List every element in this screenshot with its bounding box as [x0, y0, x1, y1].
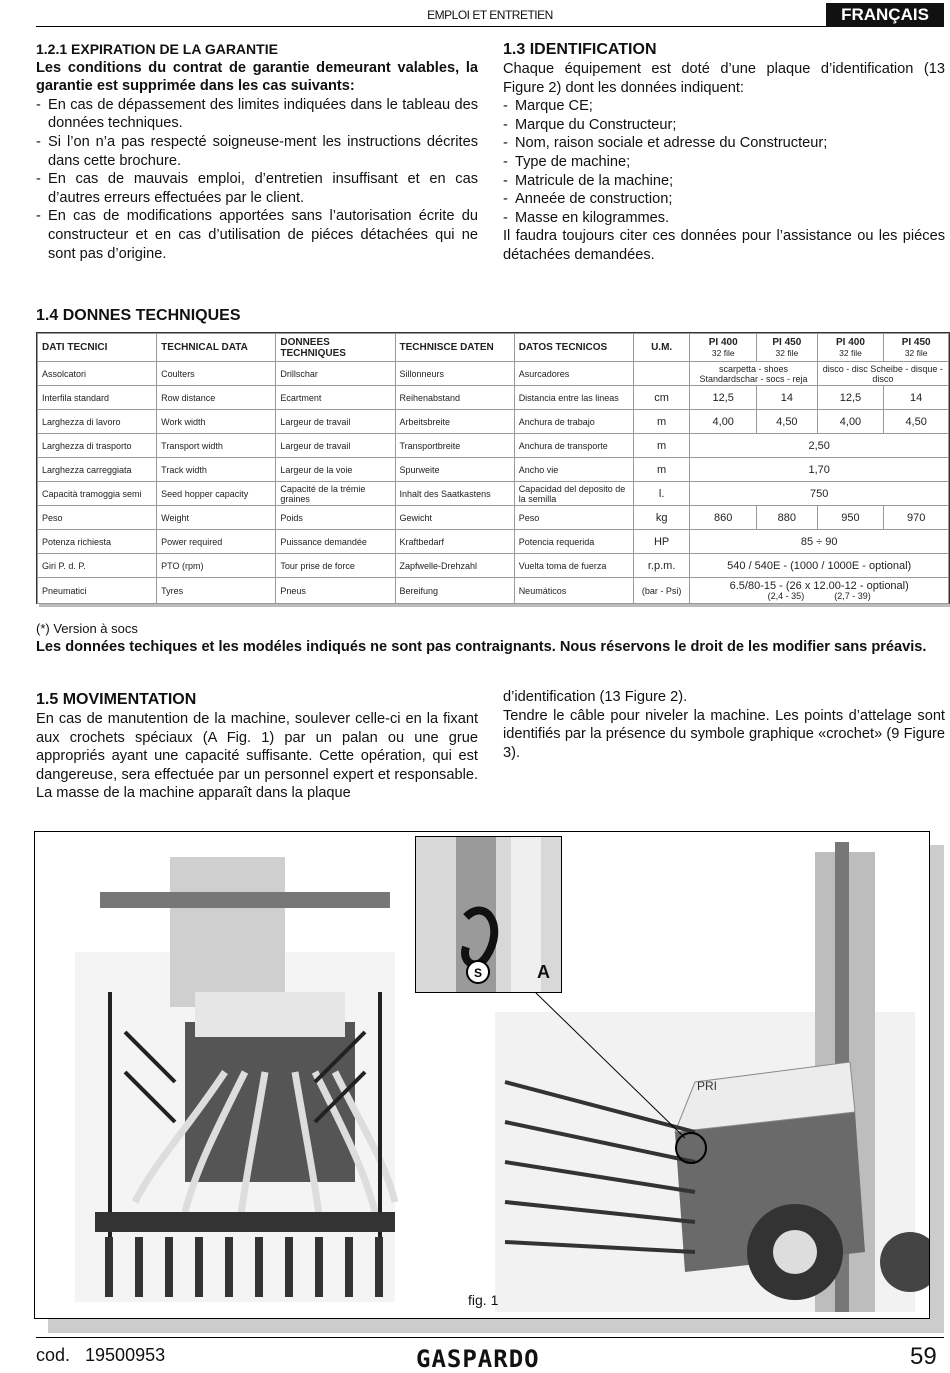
table-cell: Giri P. d. P. — [38, 554, 157, 578]
table-cell: Tyres — [157, 578, 276, 604]
table-cell: Transport width — [157, 434, 276, 458]
table-cell: HP — [633, 530, 690, 554]
list-item: - Anneée de construction; — [503, 190, 945, 209]
table-cell: 880 — [757, 506, 818, 530]
table-row — [38, 410, 949, 434]
table-cell: 14 — [884, 386, 949, 410]
header-fr: DONNEES TECHNIQUES — [276, 334, 395, 362]
table-row — [38, 482, 949, 506]
table-cell: Zapfwelle-Drehzahl — [395, 554, 514, 578]
table-cell: (bar - Psi) — [633, 578, 690, 604]
table-row — [38, 386, 949, 410]
table-cell: 1,70 — [690, 458, 949, 482]
table-cell: Asurcadores — [514, 362, 633, 386]
table-cell: PTO (rpm) — [157, 554, 276, 578]
table-cell: Transportbreite — [395, 434, 514, 458]
table-cell: Largeur de travail — [276, 410, 395, 434]
table-cell: 6.5/80-15 - (26 x 12.00-12 - optional) (2,4 - 35) (2,7 - 39) — [690, 578, 949, 604]
table-cell: Larghezza di trasporto — [38, 434, 157, 458]
table-cell: Peso — [38, 506, 157, 530]
brand-logo: GASPARDO — [416, 1345, 540, 1373]
table-cell: 950 — [817, 506, 884, 530]
garantie-list — [36, 96, 478, 263]
table-cell: Vuelta toma de fuerza — [514, 554, 633, 578]
header-es: DATOS TECNICOS — [514, 334, 633, 362]
hook-symbol-label: S — [474, 966, 483, 980]
table-cell: Interfila standard — [38, 386, 157, 410]
table-cell: l. — [633, 482, 690, 506]
table-cell: Largeur de la voie — [276, 458, 395, 482]
header-rule — [36, 26, 826, 27]
header-model: PI 400 32 file — [817, 334, 884, 362]
table-cell: Neumáticos — [514, 578, 633, 604]
heading-identification: 1.3 IDENTIFICATION — [503, 41, 657, 58]
identification-outro: Il faudra toujours citer ces données pour l’assistance ou les piéces détachées demandées. — [503, 228, 945, 263]
header-um: U.M. — [633, 334, 690, 362]
garantie-intro: Les conditions du contrat de garantie demeurant valables, la garantie est supprimée dans les cas suivants: — [36, 59, 478, 95]
table-row — [38, 362, 949, 386]
list-item: - En cas de modifications apportées sans l’autorisation écrite du constructeur et en cas d’utilisation de piéces détachées qui ne sont pas d’origine. — [36, 207, 478, 263]
table-cell: cm — [633, 386, 690, 410]
disclaimer: Les données techiques et les modéles indiqués ne sont pas contraignants. Nous réservons le droit de les modifier sans préavis. — [36, 639, 927, 655]
table-cell: m — [633, 410, 690, 434]
table-cell: Larghezza di lavoro — [38, 410, 157, 434]
movimentation-p1: En cas de manutention de la machine, soulever celle-ci en la fixant aux crochets spéciaux (A Fig. 1) par un palan ou une grue appropriés ayant une capacité suffisante. Cette opération, qui est dangereuse, sera effectuée par un personnel expert et responsable. La masse de la machine apparaît dans la plaque — [36, 711, 478, 802]
table-cell: Tour prise de force — [276, 554, 395, 578]
table-cell: Largeur de travail — [276, 434, 395, 458]
table-cell: 12,5 — [817, 386, 884, 410]
movimentation-p2: d’identification (13 Figure 2). — [503, 689, 688, 705]
list-item: - En cas de mauvais emploi, d’entretien insuffisant et en cas d’autres erreurs effectuées par le client. — [36, 170, 478, 207]
table-cell: Capacidad del deposito de la semilla — [514, 482, 633, 506]
table-cell: kg — [633, 506, 690, 530]
list-item: - Nom, raison sociale et adresse du Constructeur; — [503, 134, 945, 153]
list-item: - Masse en kilogrammes. — [503, 209, 945, 228]
table-row — [38, 554, 949, 578]
table-cell: Reihenabstand — [395, 386, 514, 410]
list-item: - Marque du Constructeur; — [503, 116, 945, 135]
table-cell: Potencia requerida — [514, 530, 633, 554]
table-cell: Coulters — [157, 362, 276, 386]
table-cell: Bereifung — [395, 578, 514, 604]
table-cell: 970 — [884, 506, 949, 530]
table-cell: Kraftbedarf — [395, 530, 514, 554]
header-it: DATI TECNICI — [38, 334, 157, 362]
callout-letter: A — [537, 962, 550, 982]
table-cell: Spurweite — [395, 458, 514, 482]
table-cell: 860 — [690, 506, 757, 530]
table-row — [38, 458, 949, 482]
table-cell — [633, 362, 690, 386]
table-row — [38, 506, 949, 530]
table-cell: r.p.m. — [633, 554, 690, 578]
table-header-row — [38, 334, 949, 362]
table-cell: 750 — [690, 482, 949, 506]
table-row — [38, 530, 949, 554]
table-cell: 4,00 — [817, 410, 884, 434]
footer-rule — [36, 1337, 944, 1338]
table-cell: 4,00 — [690, 410, 757, 434]
section-identification — [503, 40, 945, 265]
identification-list — [503, 97, 945, 227]
list-item: - Type de machine; — [503, 153, 945, 172]
movimentation-p3: Tendre le câble pour niveler la machine. Les points d’attelage sont identifiés par la présence du symbole graphique «crochet» (9 Figure 3). — [503, 707, 945, 761]
table-cell: Anchura de transporte — [514, 434, 633, 458]
table-cell: Arbeitsbreite — [395, 410, 514, 434]
table-cell: Anchura de trabajo — [514, 410, 633, 434]
document-code: cod. 19500953 — [36, 1345, 166, 1365]
figure-1 — [34, 831, 930, 1319]
table-cell: Poids — [276, 506, 395, 530]
table-cell: Power required — [157, 530, 276, 554]
section-movimentation-cont — [503, 688, 945, 762]
table-row — [38, 578, 949, 604]
table-cell: 2,50 — [690, 434, 949, 458]
language-badge: FRANÇAIS — [826, 3, 944, 27]
table-cell: Assolcatori — [38, 362, 157, 386]
page-number: 59 — [910, 1343, 937, 1370]
footnote: (*) Version à socs — [36, 621, 138, 636]
section-movimentation — [36, 690, 478, 803]
table-cell: Potenza richiesta — [38, 530, 157, 554]
heading-movimentation: 1.5 MOVIMENTATION — [36, 691, 197, 708]
tech-table — [36, 332, 950, 604]
table-row — [38, 434, 949, 458]
brand-plate: PRI — [697, 1079, 718, 1093]
list-item: - Si l’on n’a pas respecté soigneuse-ment les instructions décrites dans cette brochure. — [36, 133, 478, 170]
header-title: EMPLOI ET ENTRETIEN — [427, 8, 553, 22]
section-garantie — [36, 40, 478, 263]
table-cell: 4,50 — [757, 410, 818, 434]
table-cell: Capacità tramoggia semi — [38, 482, 157, 506]
header-model: PI 450 32 file — [757, 334, 818, 362]
table-cell: Larghezza carreggiata — [38, 458, 157, 482]
table-cell: scarpetta - shoes Standardschar - socs - reja — [690, 362, 817, 386]
heading-garantie: 1.2.1 EXPIRATION DE LA GARANTIE — [36, 41, 278, 57]
table-cell: disco - disc Scheibe - disque - disco — [817, 362, 948, 386]
header-de: TECHNISCE DATEN — [395, 334, 514, 362]
table-cell: Pneus — [276, 578, 395, 604]
table-cell: Capacité de la trémie graines — [276, 482, 395, 506]
identification-intro: Chaque équipement est doté d’une plaque d’identification (13 Figure 2) dont les données indiquent: — [503, 61, 945, 96]
table-cell: Weight — [157, 506, 276, 530]
table-cell: Work width — [157, 410, 276, 434]
table-cell: 540 / 540E - (1000 / 1000E - optional) — [690, 554, 949, 578]
table-cell: Pneumatici — [38, 578, 157, 604]
table-cell: Distancia entre las lineas — [514, 386, 633, 410]
heading-tech: 1.4 DONNES TECHNIQUES — [36, 307, 241, 324]
table-cell: Track width — [157, 458, 276, 482]
tech-table-grid — [37, 333, 949, 604]
header-model: PI 450 32 file — [884, 334, 949, 362]
table-cell: Inhalt des Saatkastens — [395, 482, 514, 506]
table-cell: Drillschar — [276, 362, 395, 386]
list-item: - Marque CE; — [503, 97, 945, 116]
header-en: TECHNICAL DATA — [157, 334, 276, 362]
table-cell: Seed hopper capacity — [157, 482, 276, 506]
table-cell: Sillonneurs — [395, 362, 514, 386]
list-item: - En cas de dépassement des limites indiquées dans le tableau des données techniques. — [36, 96, 478, 133]
table-cell: Puissance demandée — [276, 530, 395, 554]
table-cell: 85 ÷ 90 — [690, 530, 949, 554]
table-cell: 12,5 — [690, 386, 757, 410]
header-model: PI 400 32 file — [690, 334, 757, 362]
table-cell: 14 — [757, 386, 818, 410]
table-cell: Peso — [514, 506, 633, 530]
table-cell: Ecartment — [276, 386, 395, 410]
table-cell: Ancho vie — [514, 458, 633, 482]
table-cell: Gewicht — [395, 506, 514, 530]
table-cell: 4,50 — [884, 410, 949, 434]
table-cell: m — [633, 458, 690, 482]
list-item: - Matricule de la machine; — [503, 172, 945, 191]
figure-caption: fig. 1 — [468, 1292, 499, 1308]
table-cell: Row distance — [157, 386, 276, 410]
table-cell: m — [633, 434, 690, 458]
